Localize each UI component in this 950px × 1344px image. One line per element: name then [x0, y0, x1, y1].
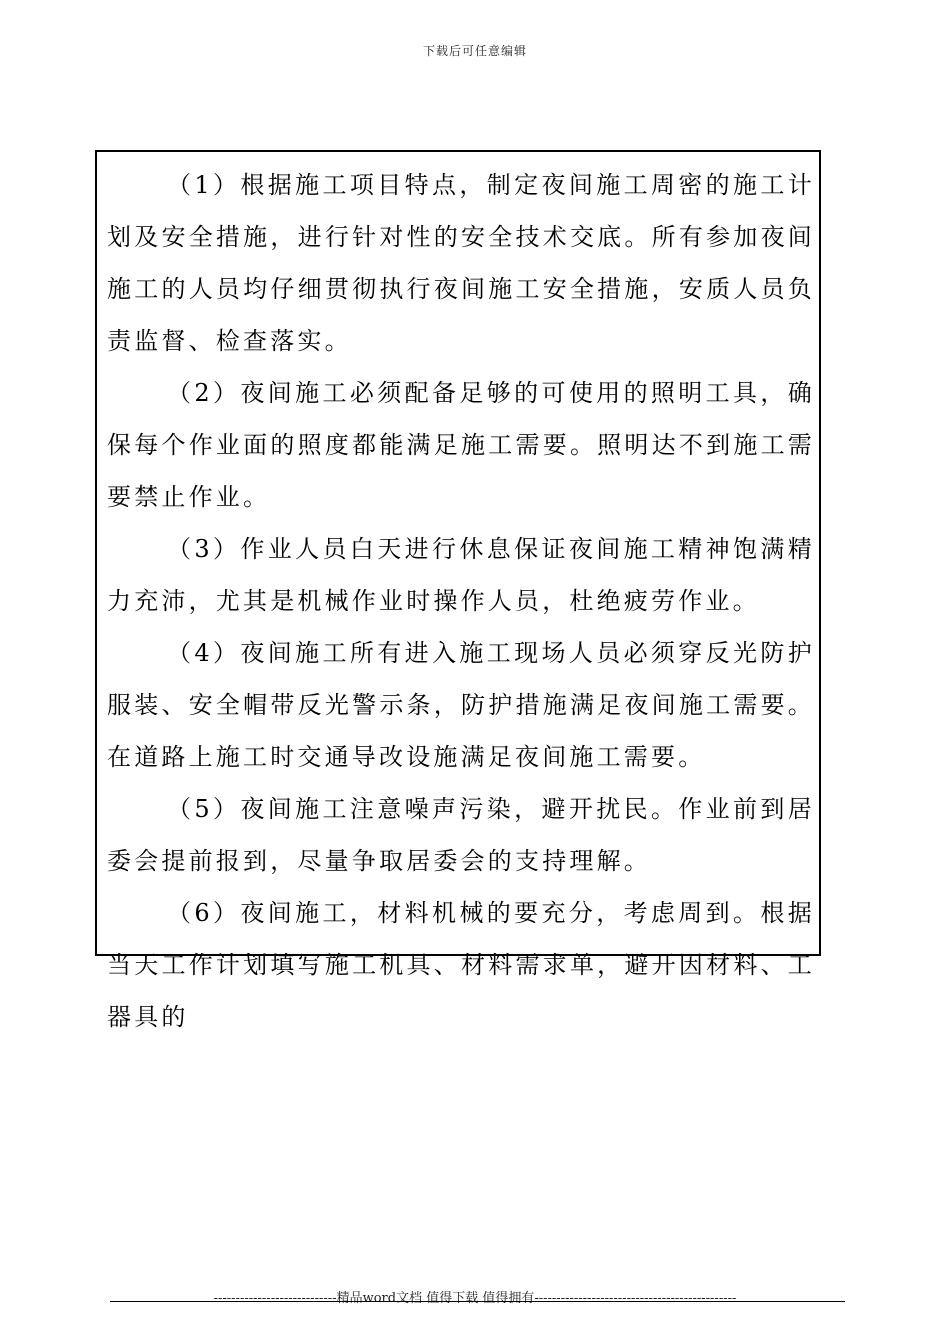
- paragraph-5: （5）夜间施工注意噪声污染，避开扰民。作业前到居委会提前报到，尽量争取居委会的支持理解。: [107, 795, 815, 875]
- header-note: 下载后可任意编辑: [422, 44, 527, 58]
- paragraph-4: （4）夜间施工所有进入施工现场人员必须穿反光防护服装、安全帽带反光警示条，防护措施满足夜间施工需要。在道路上施工时交通导改设施满足夜间施工需要。: [107, 639, 815, 771]
- footer-text: ----------------------------精品word文档 值得下载 值得拥有----------------------------------------------: [213, 1291, 737, 1306]
- paragraph-6: （6）夜间施工，材料机械的要充分，考虑周到。根据当天工作计划填写施工机具、材料需求单，避开因材料、工器具的: [107, 899, 815, 1031]
- paragraph-3: （3）作业人员白天进行休息保证夜间施工精神饱满精力充沛，尤其是机械作业时操作人员，杜绝疲劳作业。: [107, 535, 815, 615]
- footer-rule: [110, 1301, 845, 1302]
- text-area: [107, 159, 815, 1043]
- paragraph-2: （2）夜间施工必须配备足够的可使用的照明工具，确保每个作业面的照度都能满足施工需要。照明达不到施工需要禁止作业。: [107, 379, 815, 511]
- paragraph-1: （1）根据施工项目特点，制定夜间施工周密的施工计划及安全措施，进行针对性的安全技术交底。所有参加夜间施工的人员均仔细贯彻执行夜间施工安全措施，安质人员负责监督、检查落实。: [107, 171, 815, 355]
- content-box: [95, 150, 821, 1031]
